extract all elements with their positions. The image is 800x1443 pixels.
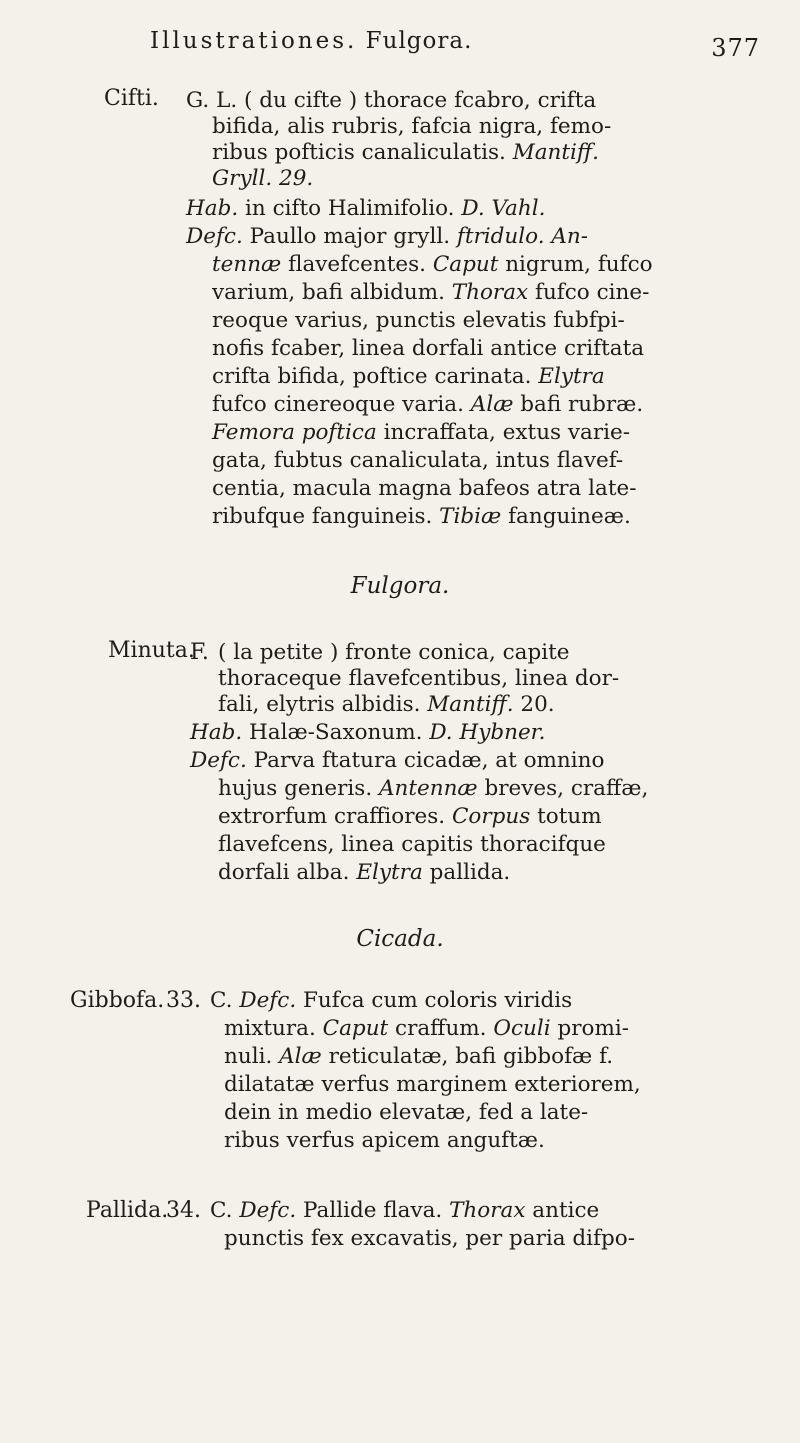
text-line [210,988,572,1014]
term-oculi: Oculi [493,1016,551,1041]
text-span: Parva ftatura cicadæ, at omnino [253,748,605,773]
text-span: fali, elytris albidis. [218,692,421,717]
text-span: promi- [557,1016,629,1041]
text-line [212,392,643,418]
text-span: ribufque fanguineis. [212,504,433,529]
margin-label-gibbosa: Gibbofa. [70,988,165,1013]
text-line [218,776,648,802]
text-line: gata, fubtus canaliculata, intus flavef- [212,448,624,473]
text-span: ftridulo. [456,224,545,249]
text-span: Pallide flava. [303,1198,443,1223]
text-line [224,1044,613,1070]
text-span: 20. [520,692,555,717]
reference-gryll: Gryll. 29. [212,166,314,191]
collector-name: D. Hybner. [429,720,546,745]
term-tibiae: Tibiæ [439,504,502,529]
text-span: nigrum, fufco [505,252,653,277]
text-line: nofis fcaber, linea dorfali antice criftata [212,336,645,361]
text-line [190,720,545,746]
text-line [224,1016,629,1042]
page-number: 377 [711,34,760,62]
text-line [218,860,510,886]
text-line: centia, macula magna bafeos atra late- [212,476,637,501]
collector-name: D. Vahl. [461,196,546,221]
text-span: An- [551,224,589,249]
term-antennae: tennæ [212,252,282,277]
label-desc: Defc. [186,224,243,249]
text-span: reticulatæ, bafi gibbofæ f. [328,1044,614,1069]
term-caput: Caput [322,1016,389,1041]
label-desc: Defc. [190,748,247,773]
term-elytra: Elytra [356,860,423,885]
label-hab: Hab. [190,720,243,745]
term-thorax: Thorax [449,1198,526,1223]
entry-number: 33. [166,988,201,1013]
text-span: C. [210,988,233,1013]
text-span: C. [210,1198,233,1223]
text-line [212,364,605,390]
reference-mantiss: Mantiff. [512,140,599,165]
term-elytra: Elytra [538,364,605,389]
text-span: craffum. [395,1016,487,1041]
term-corpus: Corpus [451,804,531,829]
text-span: Paullo major gryll. [249,224,451,249]
text-span: fufco cinereoque varia. [212,392,464,417]
text-line [212,140,599,166]
text-line: flavefcens, linea capitis thoracifque [218,832,606,857]
text-line: thoraceque flavefcentibus, linea dor- [218,666,620,691]
text-line [212,504,631,530]
entry-number: 34. [166,1198,201,1223]
text-span: breves, craffæ, [484,776,649,801]
text-span: antice [532,1198,600,1223]
running-title-genus: Fulgora. [365,28,473,54]
term-alae: Alæ [279,1044,322,1069]
text-span: incraffata, extus varie- [383,420,631,445]
label-hab: Hab. [186,196,239,221]
label-desc: Defc. [239,988,297,1013]
text-span: bafi rubræ. [520,392,644,417]
margin-label-pallida: Pallida. [86,1198,169,1223]
text-span: hujus generis. [218,776,373,801]
text-span: flavefcentes. [288,252,426,277]
text-line: bifida, alis rubris, fafcia nigra, femo- [212,114,612,139]
text-span: totum [537,804,602,829]
text-line: ribus verfus apicem anguftæ. [224,1128,545,1153]
entry-number: F. [190,640,209,665]
text-line: dein in medio elevatæ, fed a late- [224,1100,589,1125]
text-line [210,1198,599,1224]
text-line [212,280,649,306]
text-span: Fufca cum coloris viridis [303,988,573,1013]
text-span: nuli. [224,1044,273,1069]
text-line: punctis fex excavatis, per paria difpo- [224,1226,635,1251]
text-span: fufco cine- [535,280,650,305]
text-line: ( la petite ) fronte conica, capite [218,640,570,665]
text-span: mixtura. [224,1016,316,1041]
term-femora: Femora poftica [212,420,377,445]
text-line [212,420,630,446]
label-desc: Defc. [239,1198,297,1223]
text-line [212,252,653,278]
reference-mantiss: Mantiff. [427,692,514,717]
running-title [150,28,472,54]
term-thorax: Thorax [451,280,529,305]
section-heading-fulgora: Fulgora. [350,573,450,599]
term-caput: Caput [432,252,499,277]
text-span: ribus pofticis canaliculatis. [212,140,506,165]
text-line: reoque varius, punctis elevatis fubfpi- [212,308,625,333]
term-alae: Alæ [470,392,514,417]
running-title-caps: Illustrationes. [150,28,358,54]
text-line [186,224,588,250]
text-span: crifta bifida, poftice carinata. [212,364,532,389]
section-heading-cicada: Cicada. [356,926,444,952]
text-span: extrorfum craffiores. [218,804,446,829]
text-span: pallida. [429,860,511,885]
text-line [186,196,545,222]
text-line [218,804,602,830]
text-line: dilatatæ verfus marginem exteriorem, [224,1072,641,1097]
text-span: dorfali alba. [218,860,350,885]
term-antennae: Antennæ [379,776,478,801]
text-span: in cifto Halimifolio. [245,196,455,221]
text-span: fanguineæ. [508,504,631,529]
text-line: G. L. ( du cifte ) thorace fcabro, crifta [186,88,597,113]
text-span: Halæ-Saxonum. [249,720,423,745]
text-line [190,748,604,774]
text-span: varium, bafi albidum. [212,280,445,305]
margin-label-cisti: Cifti. [104,86,159,111]
text-line [218,692,555,718]
margin-label-minuta: Minuta. [108,638,195,663]
running-head [150,28,760,68]
